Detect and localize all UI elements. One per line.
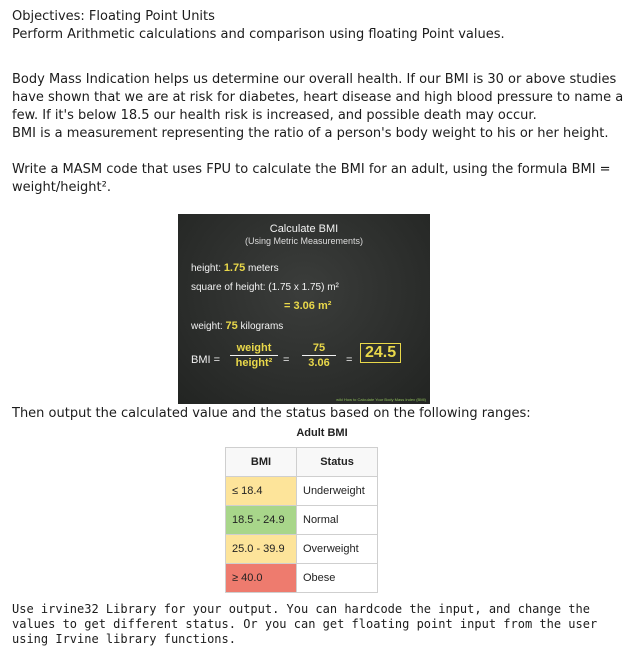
board-watermark: wiki How to Calculate Your Body Mass Index (BMI): [336, 397, 426, 402]
bmi-formula-image: [178, 214, 430, 404]
board-subtitle: (Using Metric Measurements): [244, 236, 364, 246]
board-square-result: = 3.06 m²: [284, 300, 332, 312]
bmi-range-cell: ≤ 18.4: [226, 477, 297, 506]
bmi-range-cell: 18.5 - 24.9: [226, 506, 297, 535]
board-title: Calculate BMI: [269, 223, 339, 235]
objectives-line: Perform Arithmetic calculations and comparison using floating Point values.: [12, 27, 505, 42]
board-eq: =: [283, 354, 290, 366]
table-row: [226, 535, 378, 564]
table-row: [226, 506, 378, 535]
bmi-status-cell: Obese: [297, 564, 378, 593]
objectives-title: Objectives: Floating Point Units: [12, 9, 215, 24]
table-header-bmi: BMI: [226, 448, 297, 477]
bmi-status-cell: Overweight: [297, 535, 378, 564]
then-instruction: Then output the calculated value and the status based on the following ranges:: [12, 406, 531, 421]
board-weight-line: weight: 75 kilograms: [191, 320, 284, 332]
board-square-line: square of height: (1.75 x 1.75) m²: [191, 282, 339, 293]
board-bmi-label: BMI =: [191, 354, 221, 366]
intro-paragraph: Body Mass Indication helps us determine our overall health. If our BMI is 30 or above studies have shown that we are at risk for diabetes, heart disease and high blood pressure to name a few. If it's below 18.5 our health risk is increased, and possible death may occur.: [12, 72, 624, 123]
board-eq2: =: [346, 354, 353, 366]
board-height-line: height: 1.75 meters: [191, 262, 279, 274]
table-caption: Adult BMI: [296, 427, 348, 439]
table-header-status: Status: [297, 448, 378, 477]
bmi-range-cell: ≥ 40.0: [226, 564, 297, 593]
board-fraction-words: weight height²: [230, 342, 278, 369]
bmi-table: [225, 447, 378, 593]
footer-instruction: Use irvine32 Library for your output. You can hardcode the input, and change the values to get different status. Or you can get floating point input from the user using Irvine library functions.: [12, 602, 598, 646]
bmi-status-cell: Underweight: [297, 477, 378, 506]
bmi-status-cell: Normal: [297, 506, 378, 535]
bmi-definition: BMI is a measurement representing the ratio of a person's body weight to his or her height.: [12, 126, 609, 141]
board-result: 24.5: [360, 343, 401, 363]
table-row: [226, 564, 378, 593]
board-fraction-values: 75 3.06: [302, 342, 336, 369]
bmi-range-cell: 25.0 - 39.9: [226, 535, 297, 564]
table-row: [226, 477, 378, 506]
task-instruction: Write a MASM code that uses FPU to calculate the BMI for an adult, using the formula BMI = weight/height².: [12, 162, 611, 195]
